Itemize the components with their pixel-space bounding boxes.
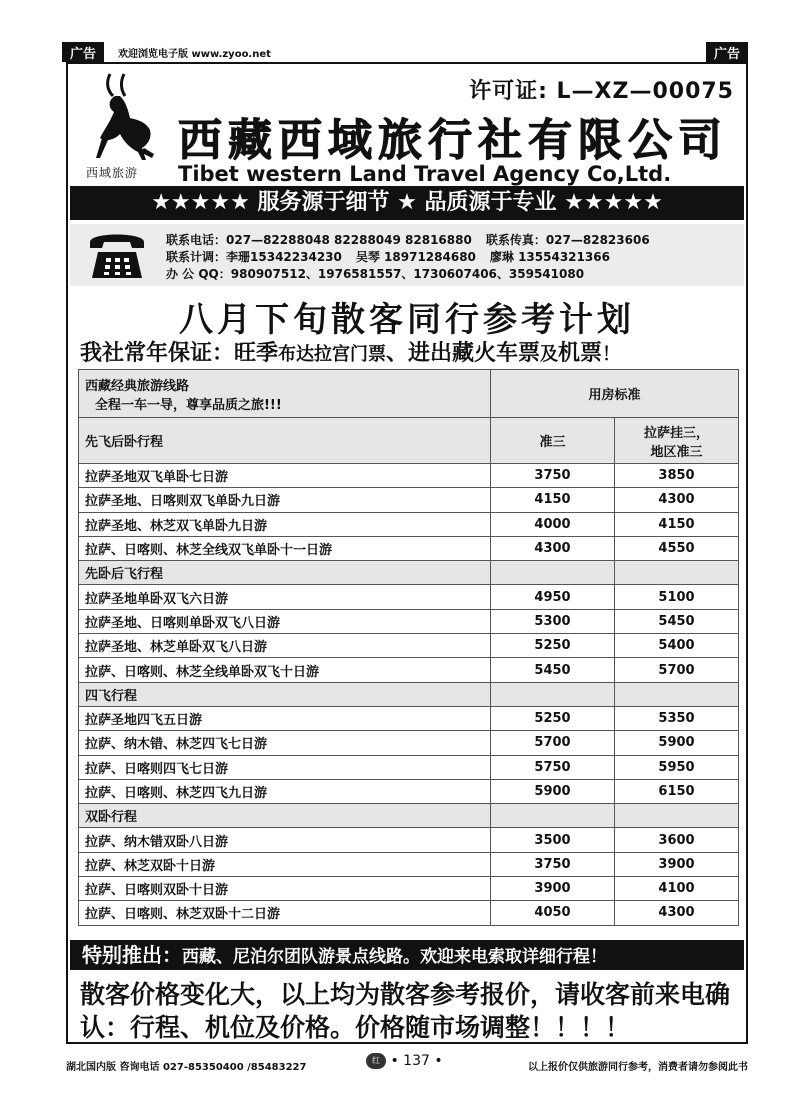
table-row (79, 901, 739, 925)
route-cell: 拉萨圣地、日喀则双飞单卧九日游 (79, 488, 491, 512)
header-standard: 用房标准 (491, 370, 739, 418)
phone-label: 联系电话： (166, 233, 227, 247)
guarantee-c: 、进出藏 (386, 341, 475, 366)
table-row (79, 755, 739, 779)
route-cell: 拉萨、林芝双卧十日游 (79, 852, 491, 876)
section-empty-cell (491, 682, 615, 706)
price-col-b-cell: 6150 (615, 779, 739, 803)
section-empty-cell (615, 804, 739, 828)
price-col-a-cell: 3750 (491, 464, 615, 488)
qq-numbers: 980907512、1976581557、1730607406、359541080 (230, 267, 585, 281)
price-col-a-cell: 5250 (491, 706, 615, 730)
guarantee-g: ！ (602, 344, 621, 365)
price-col-b-cell: 4550 (615, 536, 739, 560)
table-row (79, 585, 739, 609)
table-row (79, 658, 739, 682)
price-col-a-cell: 5700 (491, 731, 615, 755)
footer-left: 湖北国内版 咨询电话 027-85350400 /85483227 (66, 1062, 307, 1073)
planner-1: 李珊15342234230 (226, 250, 342, 264)
fax-number: 027—82823606 (545, 233, 650, 247)
route-cell: 拉萨圣地单卧双飞六日游 (79, 585, 491, 609)
price-col-b-cell: 3850 (615, 464, 739, 488)
table-header-row-1 (79, 370, 739, 418)
price-col-a-cell: 3750 (491, 852, 615, 876)
contact-qq-line (166, 265, 584, 282)
route-cell: 拉萨圣地、日喀则单卧双飞八日游 (79, 609, 491, 633)
guarantee-f: 机票 (558, 341, 603, 366)
section-title: 先卧后飞行程 (79, 561, 491, 585)
price-col-b-cell: 5450 (615, 609, 739, 633)
route-cell: 拉萨、日喀则、林芝全线单卧双飞十日游 (79, 658, 491, 682)
antelope-logo-icon (80, 68, 166, 164)
route-cell: 拉萨圣地双飞单卧七日游 (79, 464, 491, 488)
route-cell: 拉萨、纳木错双卧八日游 (79, 828, 491, 852)
ad-frame (66, 62, 748, 1044)
contact-planner-line (166, 248, 610, 265)
plan-title: 八月下旬散客同行参考计划 (179, 300, 635, 340)
table-row (79, 512, 739, 536)
special-lead: 特别推出： (82, 943, 182, 967)
planner-3: 廖琳 13554321366 (489, 250, 610, 264)
contact-box (70, 224, 744, 286)
section-empty-cell (615, 561, 739, 585)
price-notice: 散客价格变化大，以上均为散客参考报价，请收客前来电确认：行程、机位及价格。价格随市场调整！！！！ (80, 980, 731, 1042)
header-col-a: 准三 (491, 418, 615, 464)
price-col-a-cell: 4150 (491, 488, 615, 512)
guarantee-d: 火车票 (474, 341, 541, 366)
qq-label: 办 公 QQ： (166, 267, 231, 281)
license-number: 许可证: L—XZ—00075 (469, 79, 734, 104)
route-cell: 拉萨、日喀则四飞七日游 (79, 755, 491, 779)
route-cell: 拉萨圣地四飞五日游 (79, 706, 491, 730)
header-col-b (615, 418, 739, 464)
guarantee-e: 及 (540, 344, 559, 365)
guarantee-a: 我社常年保证：旺季 (80, 341, 279, 366)
price-col-a-cell: 3900 (491, 877, 615, 901)
price-col-b-cell: 4100 (615, 877, 739, 901)
section-empty-cell (615, 682, 739, 706)
phone-numbers: 027—82288048 82288049 82816880 (226, 233, 472, 247)
logo-text: 西域旅游 (86, 166, 139, 180)
price-col-b-cell: 5350 (615, 706, 739, 730)
table-header-row-2 (79, 418, 739, 464)
table-row (79, 488, 739, 512)
section-header-row (79, 682, 739, 706)
price-col-b-cell: 4150 (615, 512, 739, 536)
price-col-b-cell: 3900 (615, 852, 739, 876)
company-name-cn: 西藏西域旅行社有限公司 (178, 115, 728, 166)
price-col-a-cell: 5300 (491, 609, 615, 633)
logo-badge-icon: 红 (366, 1053, 386, 1069)
special-banner (70, 940, 744, 970)
route-cell: 拉萨圣地、林芝双飞单卧九日游 (79, 512, 491, 536)
telephone-icon (86, 228, 148, 282)
footer-right: 以上报价仅供旅游同行参考，消费者请勿参阅此书 (528, 1062, 748, 1073)
logo (80, 68, 166, 184)
planner-2: 吴琴 18971284680 (355, 250, 476, 264)
special-text: 西藏、尼泊尔团队游景点线路。欢迎来电索取详细行程！ (182, 947, 607, 967)
route-cell: 拉萨、日喀则双卧十日游 (79, 877, 491, 901)
route-cell: 拉萨、日喀则、林芝全线双飞单卧十一日游 (79, 536, 491, 560)
route-cell: 拉萨、日喀则、林芝四飞九日游 (79, 779, 491, 803)
page-number-text: • 137 • (390, 1053, 443, 1069)
header-route-title: 西藏经典旅游线路 (85, 378, 190, 394)
section-empty-cell (491, 561, 615, 585)
price-col-b-cell: 4300 (615, 901, 739, 925)
table-row (79, 536, 739, 560)
section-empty-cell (491, 804, 615, 828)
price-col-a-cell: 3500 (491, 828, 615, 852)
header-col-b-line2: 地区准三 (650, 444, 703, 460)
section-header-row (79, 804, 739, 828)
planner-label: 联系计调： (166, 250, 227, 264)
guarantee-line (80, 336, 620, 367)
table-row (79, 877, 739, 901)
header-route-hint: 全程一车一导，尊享品质之旅!!! (95, 397, 282, 413)
table-row (79, 464, 739, 488)
guarantee-b: 布达拉宫门票 (278, 344, 387, 365)
price-col-b-cell: 5400 (615, 634, 739, 658)
table-row (79, 706, 739, 730)
table-row (79, 731, 739, 755)
section-header-row (79, 561, 739, 585)
price-col-a-cell: 4000 (491, 512, 615, 536)
ad-tag-left: 广告 (62, 42, 104, 62)
route-cell: 拉萨圣地、林芝单卧双飞八日游 (79, 634, 491, 658)
first-section-title: 先飞后卧行程 (79, 418, 491, 464)
table-row (79, 634, 739, 658)
route-cell: 拉萨、日喀则、林芝双卧十二日游 (79, 901, 491, 925)
header-col-b-line1: 拉萨挂三， (644, 425, 710, 441)
price-table (78, 369, 739, 926)
price-col-a-cell: 5900 (491, 779, 615, 803)
section-title: 四飞行程 (79, 682, 491, 706)
route-cell: 拉萨、纳木错、林芝四飞七日游 (79, 731, 491, 755)
header-route-cell (79, 370, 491, 418)
price-col-b-cell: 5700 (615, 658, 739, 682)
price-col-a-cell: 4950 (491, 585, 615, 609)
company-name-en: Tibet western Land Travel Agency Co,Ltd. (178, 162, 672, 186)
price-table-wrap (78, 369, 738, 926)
price-col-b-cell: 5100 (615, 585, 739, 609)
price-col-a-cell: 4050 (491, 901, 615, 925)
table-row (79, 609, 739, 633)
table-row (79, 828, 739, 852)
top-strip (0, 0, 800, 64)
slogan-bar: ★★★★★ 服务源于细节 ★ 品质源于专业 ★★★★★ (70, 186, 744, 220)
ad-tag-right: 广告 (706, 42, 748, 62)
table-row (79, 852, 739, 876)
fax-label: 联系传真： (485, 233, 546, 247)
welcome-text: 欢迎浏览电子版 www.zyoo.net (118, 49, 271, 60)
table-row (79, 779, 739, 803)
price-col-a-cell: 5250 (491, 634, 615, 658)
section-title: 双卧行程 (79, 804, 491, 828)
price-col-b-cell: 5900 (615, 731, 739, 755)
price-col-a-cell: 5450 (491, 658, 615, 682)
price-col-a-cell: 5750 (491, 755, 615, 779)
price-col-b-cell: 4300 (615, 488, 739, 512)
price-col-a-cell: 4300 (491, 536, 615, 560)
page-number (366, 1053, 443, 1069)
contact-phone-line (166, 231, 650, 248)
price-col-b-cell: 3600 (615, 828, 739, 852)
price-col-b-cell: 5950 (615, 755, 739, 779)
